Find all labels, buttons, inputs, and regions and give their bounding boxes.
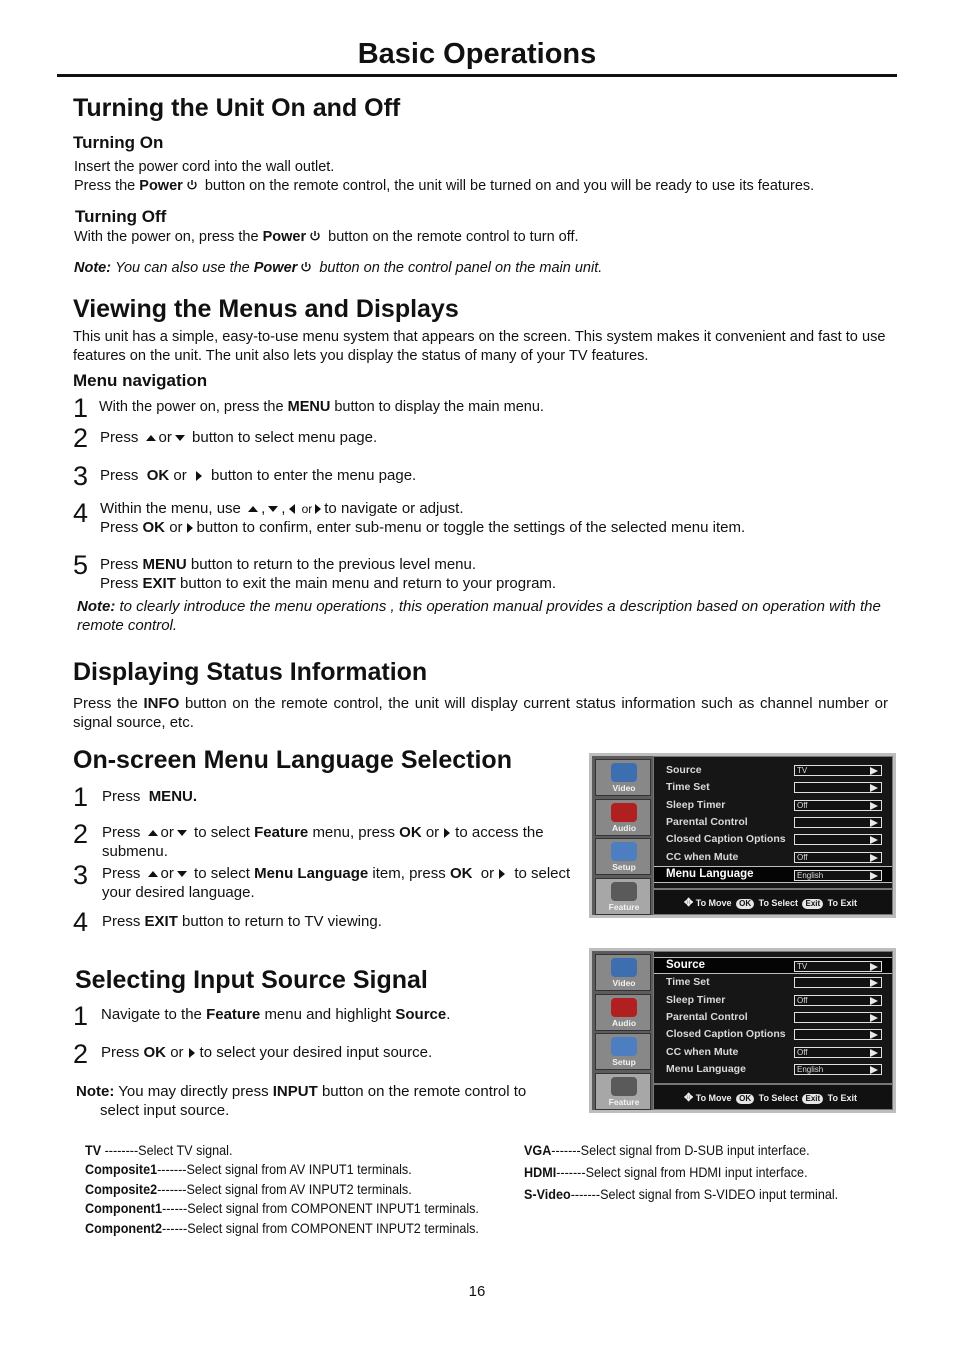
osd-tab-feature[interactable] bbox=[595, 878, 651, 915]
osd-item-value-box bbox=[794, 870, 882, 881]
osd-hint-bar bbox=[653, 889, 893, 915]
osd-tab-feature[interactable] bbox=[595, 1073, 651, 1110]
osd-sidebar bbox=[592, 951, 653, 1110]
step-number: 4 bbox=[73, 907, 89, 937]
osd-item-value-box bbox=[794, 852, 882, 863]
osd-tab-label: Setup bbox=[612, 1057, 636, 1067]
turning-on-line2: Press the Power button on the remote control, the unit will be turned on and you will be ready to use its features. bbox=[74, 178, 815, 194]
osd-item-label: CC when Mute bbox=[666, 1045, 739, 1058]
audio-icon bbox=[611, 998, 637, 1017]
heading-turning-on: Turning On bbox=[73, 133, 164, 152]
arrow-up-icon bbox=[148, 830, 158, 836]
osd-hint-bar bbox=[653, 1084, 893, 1110]
osd-item-label: Time Set bbox=[666, 976, 710, 989]
step-number: 1 bbox=[73, 393, 89, 423]
arrow-down-icon bbox=[268, 506, 278, 512]
step-number: 3 bbox=[73, 461, 89, 491]
osd-item[interactable] bbox=[654, 849, 892, 866]
osd-tab-label: Feature bbox=[608, 901, 640, 912]
input-note-line1: Note: You may directly press INPUT button on the remote control to bbox=[76, 1083, 527, 1100]
source-step-2: Press OK or to select your desired input source. bbox=[101, 1044, 433, 1061]
arrow-right-icon bbox=[315, 504, 321, 514]
osd-item-value-box bbox=[794, 1012, 882, 1023]
step-number: 2 bbox=[73, 423, 89, 453]
arrow-right-icon bbox=[870, 1049, 878, 1057]
arrow-right-icon bbox=[187, 523, 193, 533]
nav-step-4-line2: Press OK or button to confirm, enter sub-menu or toggle the settings of the selected menu item. bbox=[100, 519, 746, 536]
heading-input-source: Selecting Input Source Signal bbox=[75, 966, 428, 994]
lang-step-2: Press or to select Feature menu, press OK or to access the submenu. bbox=[102, 824, 544, 860]
arrow-right-icon bbox=[499, 869, 505, 879]
step-number: 3 bbox=[73, 860, 89, 890]
source-step-1: Navigate to the Feature menu and highlight Source. bbox=[101, 1006, 451, 1023]
osd-tab-label: Video bbox=[612, 783, 636, 793]
arrow-right-icon bbox=[870, 963, 878, 971]
source-item: VGA-------Select signal from D-SUB input interface. bbox=[524, 1142, 810, 1158]
osd-items bbox=[653, 951, 893, 1084]
osd-item-value: Off bbox=[797, 1047, 808, 1057]
osd-tab-setup[interactable] bbox=[595, 838, 651, 875]
arrow-right-icon bbox=[870, 854, 878, 862]
arrow-right-icon bbox=[870, 979, 878, 987]
step-number: 1 bbox=[73, 1001, 89, 1031]
step-number: 2 bbox=[73, 1039, 89, 1069]
osd-tab-label: Feature bbox=[608, 1096, 640, 1107]
nav-step-1: With the power on, press the MENU button to display the main menu. bbox=[99, 399, 544, 415]
arrow-left-icon bbox=[289, 504, 295, 514]
osd-item-value-box bbox=[794, 782, 882, 793]
menu-operations-note: Note: to clearly introduce the menu operations , this operation manual provides a description based on operation with the remote control. bbox=[77, 598, 881, 634]
osd-item-value-box bbox=[794, 800, 882, 811]
nav-step-5-line2: Press EXIT button to exit the main menu and return to your program. bbox=[100, 575, 557, 592]
feature-icon bbox=[611, 882, 637, 901]
osd-tab-label: Video bbox=[612, 978, 636, 988]
power-icon bbox=[300, 261, 312, 273]
osd-item-label: Time Set bbox=[666, 781, 710, 794]
video-icon bbox=[611, 958, 637, 977]
heading-displaying-status: Displaying Status Information bbox=[73, 658, 428, 686]
arrow-right-icon bbox=[444, 828, 450, 838]
osd-item-label: Closed Caption Options bbox=[666, 833, 786, 846]
source-item: Component2------Select signal from COMPONENT INPUT2 terminals. bbox=[85, 1219, 479, 1236]
input-note-line2: select input source. bbox=[100, 1102, 230, 1119]
osd-item[interactable] bbox=[654, 866, 892, 883]
heading-language-selection: On-screen Menu Language Selection bbox=[73, 746, 512, 774]
arrow-up-icon bbox=[146, 435, 156, 441]
nav-step-3: Press OK or button to enter the menu page. bbox=[100, 467, 417, 484]
arrow-right-icon bbox=[870, 802, 878, 810]
source-item: Composite1-------Select signal from AV INPUT1 terminals. bbox=[85, 1161, 412, 1178]
osd-item[interactable] bbox=[654, 797, 892, 814]
osd-hints: ✥ To Move OK To Select Exit To Exit bbox=[684, 897, 858, 909]
turning-on-line1: Insert the power cord into the wall outlet. bbox=[74, 159, 335, 175]
arrow-up-icon bbox=[148, 871, 158, 877]
osd-item[interactable] bbox=[654, 974, 892, 991]
audio-icon bbox=[611, 803, 637, 822]
osd-item-value-box bbox=[794, 817, 882, 828]
feature-icon bbox=[611, 1077, 637, 1096]
osd-tab-label: Setup bbox=[612, 862, 636, 872]
osd-item[interactable] bbox=[654, 831, 892, 848]
arrow-up-icon bbox=[248, 506, 258, 512]
osd-item-value: English bbox=[797, 1064, 824, 1074]
arrow-down-icon bbox=[177, 871, 187, 877]
osd-tab-label: Audio bbox=[611, 822, 637, 833]
arrow-right-icon bbox=[870, 819, 878, 827]
title-rule bbox=[57, 74, 897, 77]
osd-tab-audio[interactable] bbox=[595, 994, 651, 1031]
osd-item-label: Menu Language bbox=[666, 1062, 746, 1075]
osd-item-value-box bbox=[794, 834, 882, 845]
osd-item[interactable] bbox=[654, 957, 892, 974]
osd-tab-label: Audio bbox=[611, 1017, 637, 1028]
arrow-down-icon bbox=[177, 830, 187, 836]
setup-icon bbox=[611, 842, 637, 861]
osd-item-value-box bbox=[794, 765, 882, 776]
step-number: 2 bbox=[73, 819, 89, 849]
status-text: Press the INFO button on the remote control, the unit will display current status information such as channel number or signal source, etc. bbox=[73, 695, 888, 731]
lang-step-1: Press MENU. bbox=[102, 788, 198, 805]
osd-items bbox=[653, 756, 893, 889]
source-item: TV --------Select TV signal. bbox=[85, 1142, 233, 1158]
step-number: 5 bbox=[73, 550, 89, 580]
osd-item[interactable] bbox=[654, 814, 892, 831]
video-icon bbox=[611, 763, 637, 782]
osd-item-value: Off bbox=[797, 995, 808, 1005]
osd-item-value-box bbox=[794, 1064, 882, 1075]
turning-off-line: With the power on, press the Power button on the remote control to turn off. bbox=[74, 229, 579, 245]
osd-item[interactable] bbox=[654, 779, 892, 796]
heading-turning-off: Turning Off bbox=[75, 207, 167, 226]
arrow-right-icon bbox=[870, 1014, 878, 1022]
osd-item-value-box bbox=[794, 977, 882, 988]
lang-step-3: Press or to select Menu Language item, press OK or to select your desired language. bbox=[102, 865, 571, 901]
page-number: 16 bbox=[468, 1283, 486, 1300]
osd-item[interactable] bbox=[654, 1026, 892, 1043]
osd-item-value: Off bbox=[797, 852, 808, 862]
osd-item[interactable] bbox=[654, 1009, 892, 1026]
osd-item-value-box bbox=[794, 1047, 882, 1058]
osd-item-label: Sleep Timer bbox=[666, 993, 726, 1006]
osd-item-value-box bbox=[794, 961, 882, 972]
arrow-right-icon bbox=[196, 471, 202, 481]
arrow-right-icon bbox=[870, 836, 878, 844]
source-item: S-Video-------Select signal from S-VIDEO input terminal. bbox=[524, 1186, 839, 1202]
osd-tab-setup[interactable] bbox=[595, 1033, 651, 1070]
arrow-right-icon bbox=[189, 1048, 195, 1058]
move-arrows-icon: ✥ bbox=[684, 897, 694, 909]
source-list-left bbox=[85, 1141, 523, 1238]
menus-intro: This unit has a simple, easy-to-use menu system that appears on the screen. This system makes it convenient and fast to use features on the unit. The unit also lets you display the status of many of your TV features. bbox=[73, 329, 886, 364]
heading-menu-navigation: Menu navigation bbox=[73, 371, 208, 390]
osd-sidebar bbox=[592, 756, 653, 915]
osd-item-label: Parental Control bbox=[666, 1010, 748, 1023]
heading-viewing-menus: Viewing the Menus and Displays bbox=[73, 295, 459, 323]
power-icon bbox=[186, 179, 198, 191]
source-list-right bbox=[524, 1139, 873, 1205]
osd-item-value-box bbox=[794, 995, 882, 1006]
osd-item-value: English bbox=[797, 870, 824, 880]
step-number: 1 bbox=[73, 782, 89, 812]
osd-item-value: TV bbox=[797, 962, 808, 971]
arrow-right-icon bbox=[870, 767, 878, 775]
osd-item-label: Closed Caption Options bbox=[666, 1028, 786, 1041]
arrow-right-icon bbox=[870, 872, 878, 880]
page-title: Basic Operations bbox=[357, 38, 597, 70]
arrow-right-icon bbox=[870, 1031, 878, 1039]
move-arrows-icon: ✥ bbox=[684, 1092, 694, 1104]
osd-item-value-box bbox=[794, 1029, 882, 1040]
source-item: Composite2-------Select signal from AV INPUT2 terminals. bbox=[85, 1180, 412, 1197]
osd-item-label: Parental Control bbox=[666, 815, 748, 828]
source-item: Component1------Select signal from COMPONENT INPUT1 terminals. bbox=[85, 1200, 479, 1217]
setup-icon bbox=[611, 1037, 637, 1056]
osd-item-label: Source bbox=[666, 764, 702, 776]
osd-tab-video[interactable] bbox=[595, 954, 651, 991]
arrow-right-icon bbox=[870, 1066, 878, 1074]
osd-item[interactable] bbox=[654, 992, 892, 1009]
osd-item-label: Menu Language bbox=[666, 867, 754, 880]
arrow-right-icon bbox=[870, 997, 878, 1005]
osd-tab-audio[interactable] bbox=[595, 799, 651, 836]
osd-item-label: Sleep Timer bbox=[666, 798, 726, 811]
power-note: Note: You can also use the Power button on the control panel on the main unit. bbox=[74, 260, 603, 276]
osd-item[interactable] bbox=[654, 1044, 892, 1061]
step-number: 4 bbox=[73, 498, 89, 528]
osd-item[interactable] bbox=[654, 762, 892, 779]
osd-menu-language bbox=[589, 753, 896, 918]
heading-turning-unit-on-off: Turning the Unit On and Off bbox=[73, 94, 401, 122]
lang-step-4: Press EXIT button to return to TV viewing. bbox=[102, 913, 382, 930]
nav-step-4-line1: Within the menu, use , , or to navigate or adjust. bbox=[100, 500, 464, 517]
osd-menu-source bbox=[589, 948, 896, 1113]
source-item: HDMI-------Select signal from HDMI input interface. bbox=[524, 1164, 808, 1180]
arrow-right-icon bbox=[870, 784, 878, 792]
osd-item-label: CC when Mute bbox=[666, 850, 739, 863]
osd-hints: ✥ To Move OK To Select Exit To Exit bbox=[684, 1092, 858, 1104]
osd-item[interactable] bbox=[654, 1061, 892, 1078]
arrow-down-icon bbox=[175, 435, 185, 441]
osd-item-label: Source bbox=[666, 959, 705, 971]
power-icon bbox=[309, 230, 321, 242]
nav-step-5-line1: Press MENU button to return to the previous level menu. bbox=[100, 556, 477, 573]
osd-item-value: Off bbox=[797, 800, 808, 810]
osd-item-value: TV bbox=[797, 766, 808, 775]
osd-tab-video[interactable] bbox=[595, 759, 651, 796]
nav-step-2: Press or button to select menu page. bbox=[100, 429, 378, 446]
